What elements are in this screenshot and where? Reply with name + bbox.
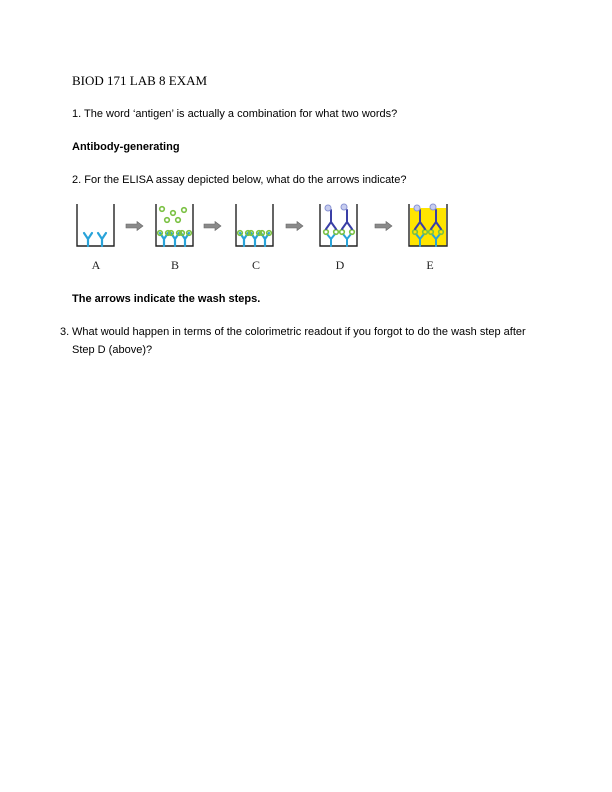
well-b	[156, 204, 193, 246]
elisa-diagram	[70, 198, 460, 278]
question-2-text: 2. For the ELISA assay depicted below, what do the arrows indicate?	[72, 174, 407, 186]
question-3-number: 3.	[60, 326, 70, 338]
arrow-4	[375, 222, 392, 231]
well-a	[77, 204, 114, 246]
arrow-2	[204, 222, 221, 231]
step-label-d: D	[335, 258, 345, 272]
question-3-line-1: What would happen in terms of the colorimetric readout if you forgot to do the wash step after	[72, 326, 526, 338]
question-1-text: 1. The word ‘antigen’ is actually a combination for what two words?	[72, 108, 398, 120]
step-label-c: C	[251, 258, 261, 272]
step-label-a: A	[91, 258, 101, 272]
well-d	[320, 204, 357, 246]
question-3-line-2: Step D (above)?	[72, 344, 153, 356]
page-title: BIOD 171 LAB 8 EXAM	[72, 73, 208, 88]
arrow-1	[126, 222, 143, 231]
question-1-answer: Antibody-generating	[72, 141, 180, 153]
arrow-3	[286, 222, 303, 231]
step-label-e: E	[426, 258, 434, 272]
well-c	[236, 204, 273, 246]
question-2-answer: The arrows indicate the wash steps.	[72, 293, 261, 305]
step-label-b: B	[170, 258, 180, 272]
well-e	[409, 204, 447, 246]
